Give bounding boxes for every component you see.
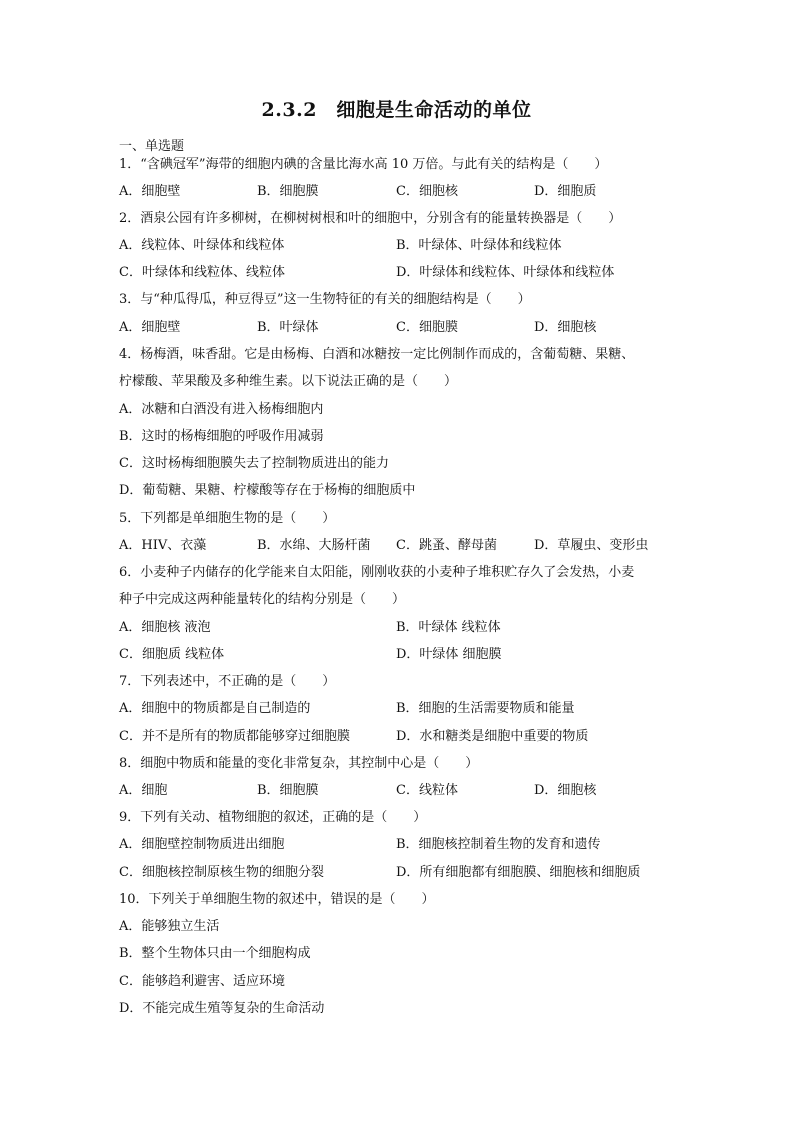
question-10-option-b: B．整个生物体只由一个细胞构成 <box>119 946 311 961</box>
question-4-option-a: A．冰糖和白酒没有进入杨梅细胞内 <box>119 402 324 417</box>
question-4-stem-line-2: 柠檬酸、苹果酸及多种维生素。以下说法正确的是（ ） <box>119 374 458 389</box>
question-7-option-a: A．细胞中的物质都是自己制造的 <box>119 701 311 716</box>
page-title: 2.3.2 细胞是生命活动的单位 <box>261 99 532 121</box>
question-4-option-b: B．这时的杨梅细胞的呼吸作用减弱 <box>119 429 324 444</box>
question-5-option-c: C．跳蚤、酵母菌 <box>396 538 497 553</box>
question-2-option-c: C．叶绿体和线粒体、线粒体 <box>119 265 285 280</box>
question-7-stem: 7．下列表述中，不正确的是（ ） <box>119 674 336 689</box>
question-9-option-b: B．细胞核控制着生物的发育和遗传 <box>396 837 601 852</box>
question-9-option-c: C．细胞核控制原核生物的细胞分裂 <box>119 865 324 880</box>
question-9-stem: 9．下列有关动、植物细胞的叙述，正确的是（ ） <box>119 810 427 825</box>
question-7-option-d: D．水和糖类是细胞中重要的物质 <box>396 729 589 744</box>
question-8-option-d: D．细胞核 <box>534 783 597 798</box>
question-10-stem: 10．下列关于单细胞生物的叙述中，错误的是（ ） <box>119 892 435 907</box>
question-6-option-c: C．细胞质 线粒体 <box>119 647 225 662</box>
question-8-option-a: A．细胞 <box>119 783 168 798</box>
question-3-option-c: C．细胞膜 <box>396 320 458 335</box>
question-3-option-d: D．细胞核 <box>534 320 597 335</box>
question-9-option-d: D．所有细胞都有细胞膜、细胞核和细胞质 <box>396 865 641 880</box>
question-8-option-b: B．细胞膜 <box>257 783 319 798</box>
question-6-stem-line-1: 6．小麦种子内储存的化学能来自太阳能，刚刚收获的小麦种子堆积贮存久了会发热，小麦 <box>119 565 635 580</box>
question-1-option-c: C．细胞核 <box>396 184 458 199</box>
question-7-option-c: C．并不是所有的物质都能够穿过细胞膜 <box>119 729 350 744</box>
question-9-option-a: A．细胞壁控制物质进出细胞 <box>119 837 285 852</box>
question-3-option-b: B．叶绿体 <box>257 320 319 335</box>
question-5-option-d: D．草履虫、变形虫 <box>534 538 649 553</box>
question-2-option-a: A．线粒体、叶绿体和线粒体 <box>119 238 285 253</box>
question-6-option-d: D．叶绿体 细胞膜 <box>396 647 502 662</box>
question-10-option-d: D．不能完成生殖等复杂的生命活动 <box>119 1001 325 1016</box>
question-2-option-b: B．叶绿体、叶绿体和线粒体 <box>396 238 562 253</box>
question-5-stem: 5．下列都是单细胞生物的是（ ） <box>119 511 336 526</box>
section-heading: 一、单选题 <box>119 139 185 154</box>
question-6-option-a: A．细胞核 液泡 <box>119 620 211 635</box>
question-7-option-b: B．细胞的生活需要物质和能量 <box>396 701 575 716</box>
question-3-option-a: A．细胞壁 <box>119 320 181 335</box>
question-10-option-a: A．能够独立生活 <box>119 919 220 934</box>
question-4-option-c: C．这时杨梅细胞膜失去了控制物质进出的能力 <box>119 456 389 471</box>
question-2-option-d: D．叶绿体和线粒体、叶绿体和线粒体 <box>396 265 615 280</box>
question-3-stem: 3．与“种瓜得瓜，种豆得豆”这一生物特征的有关的细胞结构是（ ） <box>119 292 531 307</box>
question-2-stem: 2．酒泉公园有许多柳树，在柳树树根和叶的细胞中，分别含有的能量转换器是（ ） <box>119 211 622 226</box>
question-8-option-c: C．线粒体 <box>396 783 458 798</box>
question-4-stem-line-1: 4．杨梅酒，味香甜。它是由杨梅、白酒和冰糖按一定比例制作而成的，含葡萄糖、果糖、 <box>119 347 635 362</box>
question-1-option-d: D．细胞质 <box>534 184 597 199</box>
question-6-stem-line-2: 种子中完成这两种能量转化的结构分别是（ ） <box>119 592 406 607</box>
question-5-option-b: B．水绵、大肠杆菌 <box>257 538 371 553</box>
question-6-option-b: B．叶绿体 线粒体 <box>396 620 501 635</box>
question-4-option-d: D．葡萄糖、果糖、柠檬酸等存在于杨梅的细胞质中 <box>119 483 416 498</box>
question-8-stem: 8．细胞中物质和能量的变化非常复杂，其控制中心是（ ） <box>119 756 479 771</box>
question-5-option-a: A．HIV、衣藻 <box>119 538 207 553</box>
question-10-option-c: C．能够趋利避害、适应环境 <box>119 974 285 989</box>
question-1-option-b: B．细胞膜 <box>257 184 319 199</box>
question-1-option-a: A．细胞壁 <box>119 184 181 199</box>
question-1-stem: 1．“含碘冠军”海带的细胞内碘的含量比海水高 10 万倍。与此有关的结构是（ ） <box>119 157 608 172</box>
